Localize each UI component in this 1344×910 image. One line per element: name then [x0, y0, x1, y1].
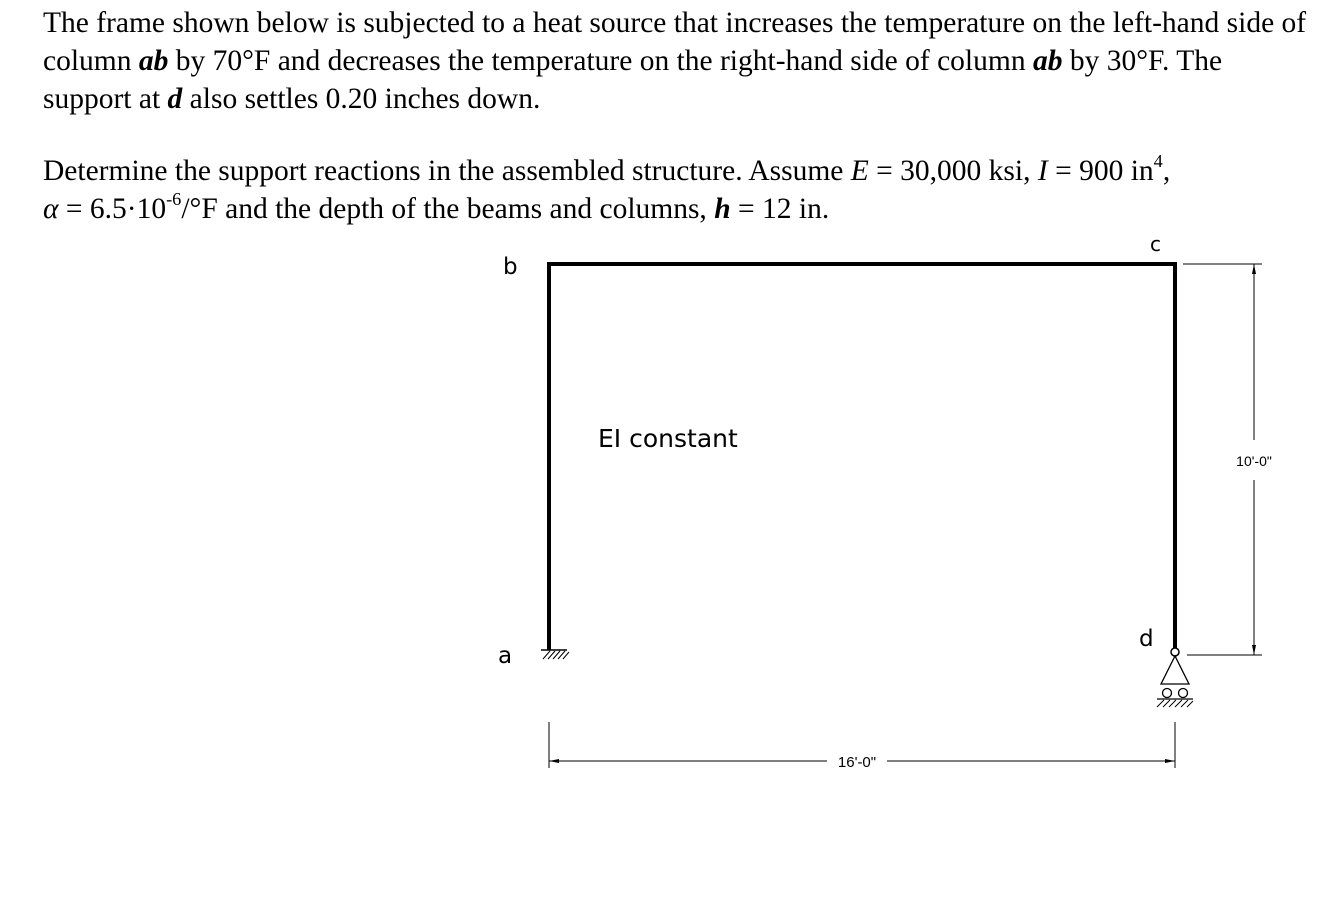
- p1-member-ab-2: ab: [1032, 45, 1063, 77]
- roller-support-d: [1157, 648, 1193, 707]
- p2-text-2: = 30,000 ksi,: [868, 155, 1038, 187]
- p1-support-d: d: [167, 83, 183, 115]
- p1-member-ab-1: ab: [138, 45, 169, 77]
- p1-text-3: by 30°F. The support at: [43, 45, 1223, 115]
- p2-text-7: = 12 in.: [730, 193, 830, 225]
- p2-exponent-neg6: -6: [166, 189, 182, 210]
- p1-text-2: by 70°F and decreases the temperature on the right-hand side of column: [168, 45, 1033, 77]
- p2-exponent-4: 4: [1153, 151, 1163, 172]
- p2-text-3: = 900 in: [1047, 155, 1154, 187]
- p2-text-4: ,: [1162, 155, 1171, 187]
- node-label-a: a: [498, 643, 513, 669]
- p2-symbol-e: E: [850, 155, 869, 187]
- fixed-support-a: [541, 650, 569, 659]
- node-label-c: c: [1150, 232, 1161, 256]
- height-dimension-label: 10'-0": [1236, 453, 1272, 469]
- p2-text-6: /°F and the depth of the beams and columns,: [181, 193, 715, 225]
- p2-text-5: = 6.5·10: [58, 193, 167, 225]
- p2-text-1: Determine the support reactions in the assembled structure. Assume: [43, 155, 851, 187]
- p2-symbol-h: h: [714, 193, 731, 225]
- width-dimension-label: 16'-0": [837, 754, 877, 771]
- p1-text-1: The frame shown below is subjected to a heat source that increases the temperature on the left-hand side of column: [43, 7, 1307, 77]
- p1-text-4: also settles 0.20 inches down.: [182, 83, 541, 115]
- frame-members: [549, 264, 1175, 650]
- p2-symbol-i: I: [1037, 155, 1048, 187]
- p2-symbol-alpha: α: [43, 193, 59, 225]
- node-label-b: b: [503, 254, 518, 280]
- ei-constant-label: EI constant: [598, 424, 738, 453]
- node-label-d: d: [1139, 626, 1154, 652]
